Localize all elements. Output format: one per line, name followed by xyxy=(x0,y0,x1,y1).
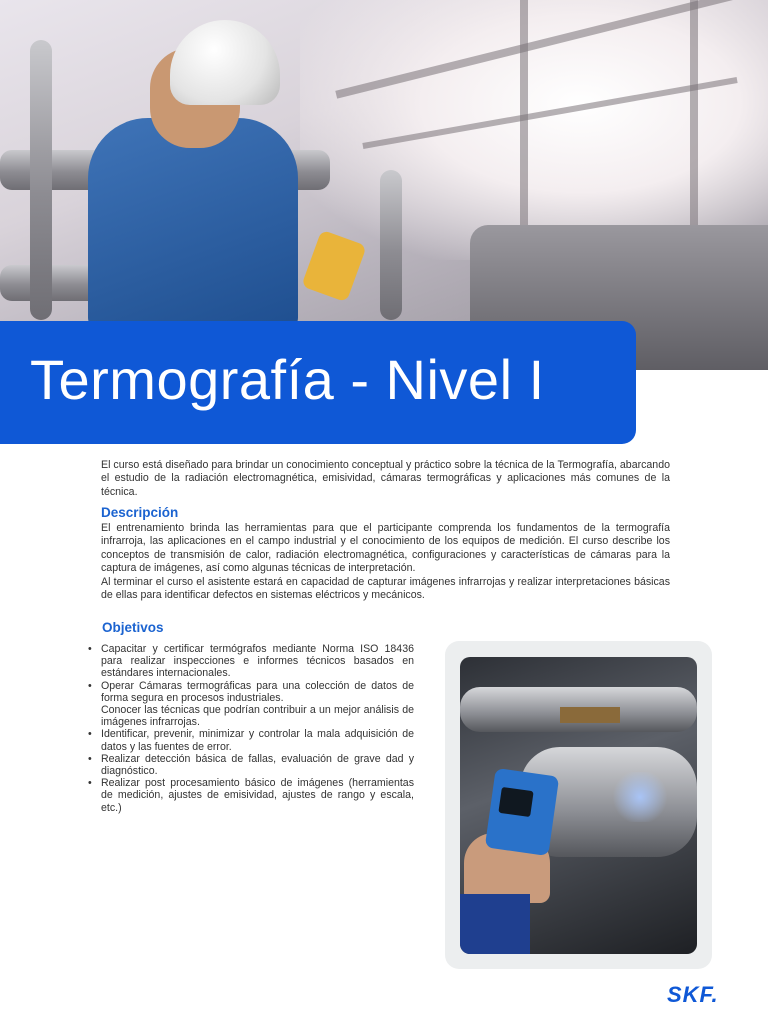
list-item xyxy=(88,680,414,704)
pipe xyxy=(30,40,52,320)
objective-text: Realizar detección básica de fallas, evaluación de grave dad y diagnóstico. xyxy=(101,752,414,778)
bullet-icon: • xyxy=(88,679,92,692)
bullet-icon: • xyxy=(88,752,92,765)
thermometer-photo xyxy=(460,657,697,954)
thermometer-screen xyxy=(498,787,533,817)
page-title: Termografía - Nivel I xyxy=(30,348,545,411)
laser-spot xyxy=(610,772,670,822)
pipe xyxy=(380,170,402,320)
objectives-heading: Objetivos xyxy=(102,620,164,635)
bullet-icon: • xyxy=(88,777,92,790)
objective-text: Identificar, prevenir, minimizar y controlar la mala adquisición de datos y las fuentes de error. xyxy=(101,728,414,753)
title-banner xyxy=(0,321,636,444)
list-item xyxy=(88,777,414,814)
objective-text: Operar Cámaras termográficas para una colección de datos de forma segura en procesos industriales. xyxy=(101,679,414,704)
hero-photo xyxy=(0,0,768,370)
objectives-list xyxy=(88,643,414,814)
list-item xyxy=(88,728,414,752)
description-heading: Descripción xyxy=(101,505,179,520)
list-item xyxy=(88,643,414,680)
list-item xyxy=(88,753,414,777)
steel-beam xyxy=(690,0,698,240)
sleeve xyxy=(460,894,530,954)
pipe xyxy=(560,707,620,723)
description-paragraph: Al terminar el curso el asistente estará en capacidad de capturar imágenes infrarrojas y realizar interpretaciones básicas de ellas para identificar defectos en sistemas eléctricos y mecánicos. xyxy=(101,575,670,602)
skf-logo: SKF. xyxy=(667,982,719,1007)
list-item xyxy=(88,704,414,728)
objective-text: Conocer las técnicas que podrían contribuir a un mejor análisis de imágenes infrarrojas. xyxy=(101,704,414,729)
objective-text: Realizar post procesamiento básico de imágenes (herramientas de medición, ajustes de emisividad, ajustes de rango y escala, etc.) xyxy=(101,777,414,814)
steel-beam xyxy=(520,0,528,240)
bullet-icon: • xyxy=(88,643,92,655)
bullet-icon: • xyxy=(88,728,92,741)
description-body xyxy=(101,522,670,602)
description-paragraph: El entrenamiento brinda las herramientas para que el participante comprenda los fundamentos de la termografía infrarroja, las aplicaciones en el campo industrial y el conocimiento de los equipos de medición. El curso describe los conceptos de transmisión de calor, radiación electromagnética, configuraciones y características de cámaras para la captura de imágenes, así como algunas técnicas de interpretación. xyxy=(101,522,670,575)
intro-paragraph: El curso está diseñado para brindar un conocimiento conceptual y práctico sobre la técnica de la Termografía, abarcando el estudio de la radiación electromagnética, emisividad, cámaras termográficas y aplicaciones más comunes de la técnica. xyxy=(101,459,670,498)
objective-text: Capacitar y certificar termógrafos mediante Norma ISO 18436 para realizar inspecciones e informes técnicos basados en estándares internacionales. xyxy=(101,643,414,680)
worker xyxy=(88,118,298,328)
helmet xyxy=(170,20,280,105)
